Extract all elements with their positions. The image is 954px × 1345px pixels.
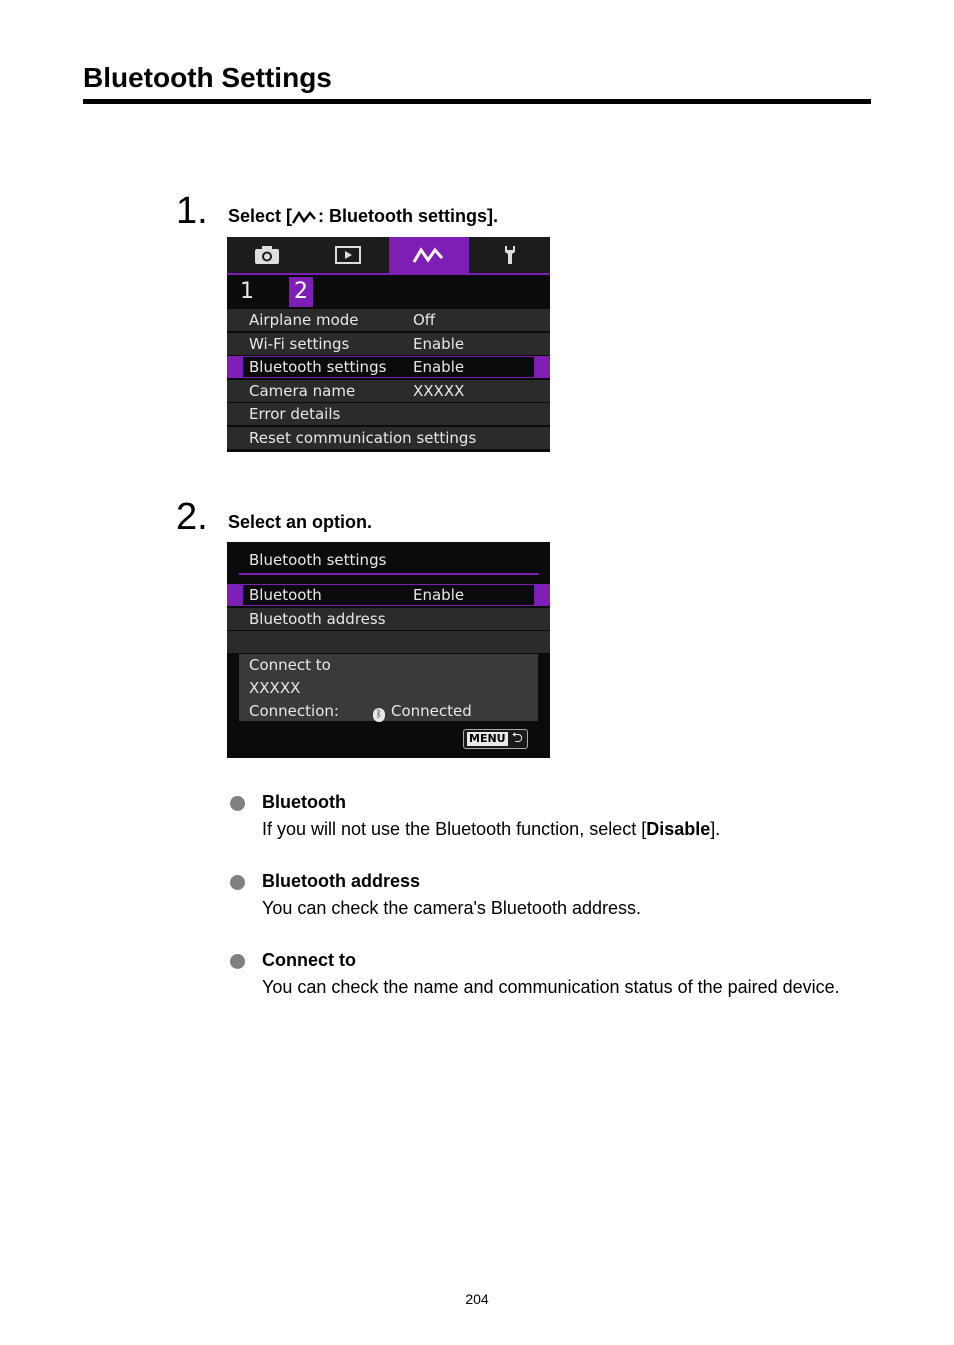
playback-icon bbox=[333, 244, 363, 266]
tab-bar bbox=[227, 237, 550, 273]
bullet-icon bbox=[230, 875, 245, 890]
menu-row-label: Reset communication settings bbox=[249, 429, 477, 447]
menu-back-button[interactable] bbox=[463, 729, 528, 749]
menu-row-value: Enable bbox=[413, 335, 465, 353]
wireless-icon bbox=[292, 209, 318, 225]
title-rule bbox=[83, 99, 871, 104]
description-connect-to bbox=[230, 950, 850, 1030]
menu-row-label: Bluetooth settings bbox=[249, 358, 387, 376]
step-2-number: 2. bbox=[176, 496, 208, 538]
connection-status bbox=[373, 702, 472, 722]
menu-row-error-details[interactable] bbox=[227, 403, 550, 425]
description-body: If you will not use the Bluetooth function, select [Disable]. bbox=[262, 819, 721, 839]
menu-row-camera-name[interactable] bbox=[227, 380, 550, 402]
camera-screen-bluetooth-settings bbox=[227, 542, 550, 758]
menu-row-empty bbox=[227, 631, 550, 653]
bullet-icon bbox=[230, 796, 245, 811]
title-underline bbox=[239, 573, 539, 575]
subtab-2[interactable]: 2 bbox=[289, 277, 313, 307]
menu-row-wifi-settings[interactable] bbox=[227, 333, 550, 355]
device-name: XXXXX bbox=[249, 679, 301, 697]
back-arrow-icon: ⮌ bbox=[511, 730, 523, 746]
step-1-prefix: Select [ bbox=[228, 206, 293, 226]
page-number: 204 bbox=[465, 1291, 489, 1307]
camera-icon bbox=[252, 244, 282, 266]
bluetooth-icon: ᛒ bbox=[373, 708, 385, 722]
wrench-icon bbox=[498, 243, 522, 267]
screen-title: Bluetooth settings bbox=[249, 551, 387, 569]
subtab-1[interactable]: 1 bbox=[240, 279, 254, 304]
step-1-suffix: : Bluetooth settings]. bbox=[318, 206, 499, 226]
menu-row-label: Airplane mode bbox=[249, 311, 359, 329]
description-body: You can check the camera's Bluetooth address. bbox=[262, 898, 642, 918]
description-bluetooth bbox=[230, 792, 850, 852]
menu-row-label: Camera name bbox=[249, 382, 356, 400]
menu-row-value: Off bbox=[413, 311, 436, 329]
camera-screen-network-menu bbox=[227, 237, 550, 452]
page-title: Bluetooth Settings bbox=[83, 62, 332, 93]
menu-row-label: Wi-Fi settings bbox=[249, 335, 350, 353]
menu-row-airplane-mode[interactable] bbox=[227, 309, 550, 331]
menu-row-reset-communication[interactable] bbox=[227, 427, 550, 449]
step-1-number: 1. bbox=[176, 190, 208, 232]
connect-to-panel bbox=[239, 654, 538, 721]
tab-shooting[interactable] bbox=[227, 237, 307, 273]
description-heading: Bluetooth bbox=[262, 792, 346, 812]
description-heading: Bluetooth address bbox=[262, 871, 421, 891]
connect-to-label: Connect to bbox=[249, 656, 331, 674]
description-body: You can check the name and communication status of the paired device. bbox=[262, 977, 840, 997]
menu-row-label: Bluetooth bbox=[249, 586, 322, 604]
step-1-instruction bbox=[228, 206, 498, 227]
description-heading: Connect to bbox=[262, 950, 356, 970]
tab-playback[interactable] bbox=[308, 237, 388, 273]
bullet-icon bbox=[230, 954, 245, 969]
menu-row-value: Enable bbox=[413, 358, 465, 376]
connection-label: Connection: bbox=[249, 702, 339, 720]
tab-setup[interactable] bbox=[470, 237, 550, 273]
menu-row-value: XXXXX bbox=[413, 382, 465, 400]
tab-wireless[interactable] bbox=[389, 237, 469, 273]
menu-row-bluetooth[interactable] bbox=[227, 584, 550, 606]
subtab-bar bbox=[227, 273, 550, 308]
menu-row-label: Error details bbox=[249, 405, 341, 423]
description-bluetooth-address bbox=[230, 871, 850, 931]
menu-label: MENU bbox=[469, 732, 506, 745]
menu-row-value: Enable bbox=[413, 586, 465, 604]
menu-row-label: Bluetooth address bbox=[249, 610, 386, 628]
step-2-instruction: Select an option. bbox=[228, 512, 373, 532]
connection-status-text: Connected bbox=[391, 702, 472, 720]
menu-row-bluetooth-address[interactable] bbox=[227, 608, 550, 630]
wireless-icon bbox=[411, 244, 447, 266]
menu-row-bluetooth-settings[interactable] bbox=[227, 356, 550, 378]
